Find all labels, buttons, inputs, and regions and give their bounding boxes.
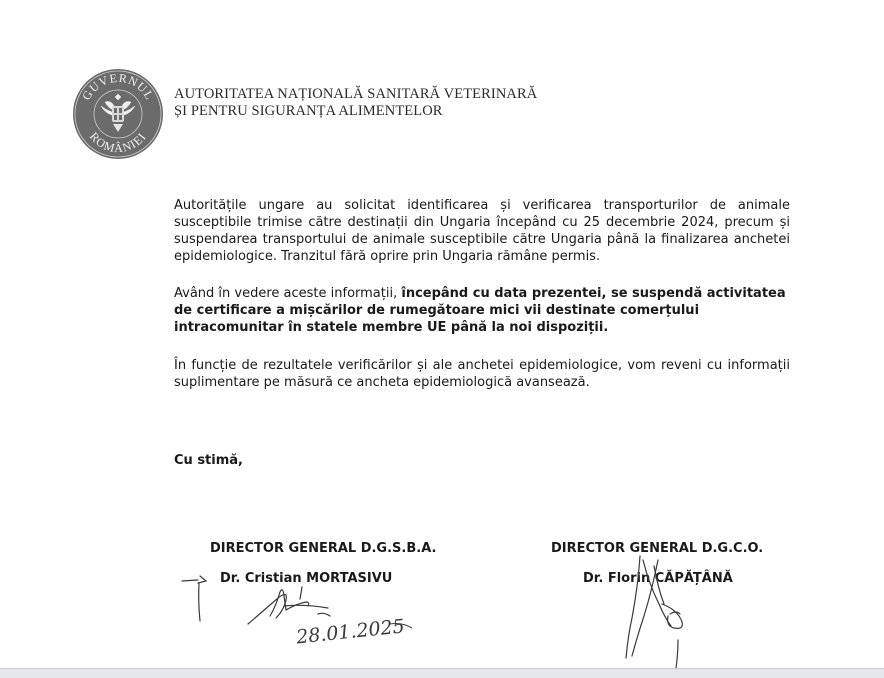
svg-text:ROMÂNIEI: ROMÂNIEI: [86, 129, 150, 156]
paragraph-2: [174, 285, 790, 336]
right-signatory-title: DIRECTOR GENERAL D.G.C.O.: [551, 541, 764, 556]
right-signatory-name: Dr. Florin CĂPĂȚÂNĂ: [583, 571, 733, 586]
paragraph-3: În funcție de rezultatele verificărilor și ale anchetei epidemiologice, vom reveni cu informații suplimentare pe măsură ce ancheta epidemiologică avansează.: [174, 358, 790, 390]
paragraph-2-intro: Având în vedere aceste informații,: [174, 286, 402, 301]
government-seal-icon: [72, 68, 164, 160]
institution-line-2: ȘI PENTRU SIGURANȚA ALIMENTELOR: [174, 103, 443, 119]
svg-text:GUVERNUL: GUVERNUL: [79, 70, 157, 103]
closing-salutation: Cu stimă,: [174, 453, 243, 468]
institution-name: [174, 86, 537, 120]
left-handwritten-date: 28.01.2025: [295, 615, 406, 649]
institution-line-1: AUTORITATEA NAȚIONALĂ SANITARĂ VETERINARĂ: [174, 86, 538, 102]
paragraph-1: Autoritățile ungare au solicitat identificarea și verificarea transporturilor de animale susceptibile trimise către destinații din Ungaria începând cu 25 decembrie 2024, precum și suspendarea transportului de animale susceptibile către Ungaria până la finalizarea anchetei epidemiologice. Tranzitul fără oprire prin Ungaria rămâne permis.: [174, 198, 790, 264]
left-signatory-title: DIRECTOR GENERAL D.G.S.B.A.: [210, 541, 437, 556]
paragraph-2-bold: începând cu data prezentei, se suspendă activitatea de certificare a mișcărilor de rumegătoare mici vii destinate comerțului intracomunitar în statele membre UE până la noi dispoziții.: [174, 286, 786, 335]
left-signatory-name: Dr. Cristian MORTASIVU: [220, 571, 393, 586]
